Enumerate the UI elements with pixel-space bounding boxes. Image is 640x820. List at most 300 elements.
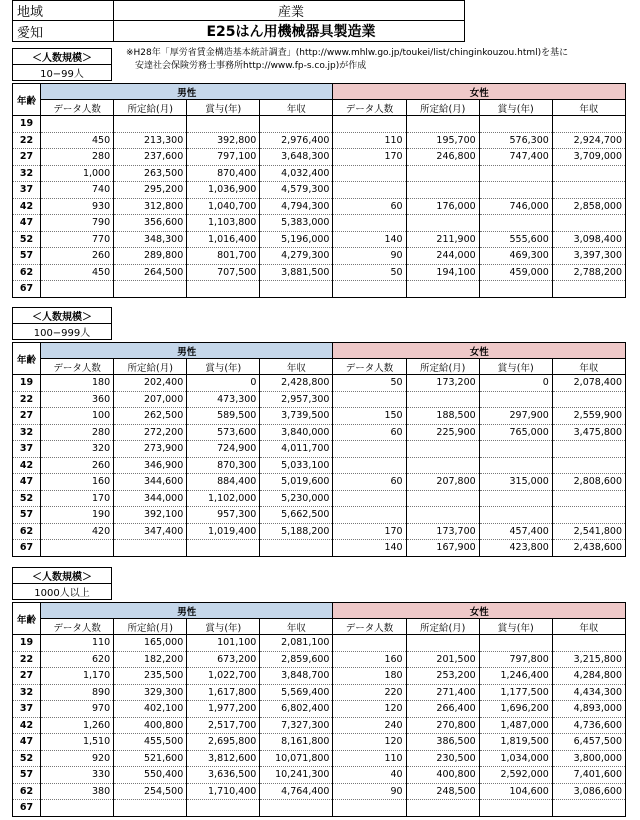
male-cell: 5,019,600 [260,474,333,491]
female-cell [406,441,479,458]
male-cell: 957,300 [187,507,260,524]
female-cell: 2,924,700 [552,132,625,149]
age-header: 年齢 [13,603,41,635]
male-cell: 160 [41,474,114,491]
table-row [13,767,626,784]
table-row [13,523,626,540]
female-cell [333,182,406,199]
male-cell: 272,200 [114,424,187,441]
size-title: ＜人数規模＞ [13,49,112,65]
female-cell: 2,541,800 [552,523,625,540]
male-cell: 589,500 [187,408,260,425]
female-cell [333,635,406,652]
male-cell: 202,400 [114,375,187,392]
size-value: 10−99人 [13,65,112,81]
age-cell: 22 [13,132,41,149]
table-row [13,424,626,441]
female-cell: 4,434,300 [552,684,625,701]
male-cell: 550,400 [114,767,187,784]
column-header-female-bonus: 賞与(年) [479,619,552,635]
table-row [13,540,626,557]
female-cell [479,490,552,507]
wage-table [12,342,626,557]
female-cell: 765,000 [479,424,552,441]
size-title: ＜人数規模＞ [13,568,112,584]
male-cell: 473,300 [187,391,260,408]
male-cell: 5,196,000 [260,231,333,248]
male-cell [114,540,187,557]
female-cell: 3,215,800 [552,651,625,668]
size-box [12,567,112,600]
male-header: 男性 [41,84,333,100]
female-cell: 459,000 [479,264,552,281]
female-cell [333,507,406,524]
male-cell: 450 [41,132,114,149]
male-cell: 1,016,400 [187,231,260,248]
male-cell: 3,812,600 [187,750,260,767]
male-cell: 573,600 [187,424,260,441]
male-cell: 100 [41,408,114,425]
table-row [13,281,626,298]
male-cell [187,540,260,557]
female-cell: 3,800,000 [552,750,625,767]
female-cell: 400,800 [406,767,479,784]
age-cell: 47 [13,215,41,232]
male-cell: 890 [41,684,114,701]
male-cell: 260 [41,457,114,474]
male-cell: 801,700 [187,248,260,265]
table-row [13,684,626,701]
column-header-male-bonus: 賞与(年) [187,359,260,375]
column-header-female-count: データ人数 [333,359,406,375]
male-cell: 920 [41,750,114,767]
male-cell: 1,036,900 [187,182,260,199]
age-cell: 27 [13,149,41,166]
table-row [13,165,626,182]
female-cell [333,457,406,474]
male-cell: 295,200 [114,182,187,199]
female-cell: 110 [333,750,406,767]
male-cell: 213,300 [114,132,187,149]
male-cell [41,116,114,133]
male-cell [260,540,333,557]
male-cell: 3,648,300 [260,149,333,166]
female-cell: 1,034,000 [479,750,552,767]
female-cell: 4,736,600 [552,717,625,734]
female-cell: 1,487,000 [479,717,552,734]
female-cell: 194,100 [406,264,479,281]
male-cell: 5,230,000 [260,490,333,507]
age-cell: 37 [13,182,41,199]
male-cell: 4,032,400 [260,165,333,182]
male-cell: 356,600 [114,215,187,232]
female-cell: 423,800 [479,540,552,557]
female-cell: 7,401,600 [552,767,625,784]
age-cell: 57 [13,767,41,784]
female-cell: 110 [333,132,406,149]
female-cell: 747,400 [479,149,552,166]
female-cell: 2,078,400 [552,375,625,392]
male-cell: 235,500 [114,668,187,685]
male-cell: 280 [41,424,114,441]
female-header: 女性 [333,84,626,100]
male-cell: 3,848,700 [260,668,333,685]
table-row [13,490,626,507]
female-cell: 2,788,200 [552,264,625,281]
female-cell [333,391,406,408]
female-cell: 297,900 [479,408,552,425]
male-cell: 724,900 [187,441,260,458]
female-cell [406,391,479,408]
female-cell [333,165,406,182]
female-cell: 220 [333,684,406,701]
male-cell: 870,300 [187,457,260,474]
male-cell: 2,976,400 [260,132,333,149]
male-cell: 6,802,400 [260,701,333,718]
table-row [13,248,626,265]
column-header-male-annual: 年収 [260,359,333,375]
male-cell: 1,510 [41,734,114,751]
male-cell: 620 [41,651,114,668]
female-cell: 104,600 [479,783,552,800]
female-cell: 176,000 [406,198,479,215]
age-cell: 27 [13,668,41,685]
table-row [13,408,626,425]
size-section-3 [12,567,626,817]
region-value: 愛知 [13,21,114,42]
table-row [13,231,626,248]
male-cell: 10,241,300 [260,767,333,784]
male-cell: 1,103,800 [187,215,260,232]
table-row [13,717,626,734]
female-cell: 60 [333,424,406,441]
female-cell: 150 [333,408,406,425]
female-cell: 50 [333,375,406,392]
male-cell: 2,517,700 [187,717,260,734]
female-cell [552,507,625,524]
male-cell: 740 [41,182,114,199]
table-row [13,457,626,474]
male-cell: 348,300 [114,231,187,248]
female-cell: 270,800 [406,717,479,734]
female-cell: 201,500 [406,651,479,668]
male-cell: 329,300 [114,684,187,701]
column-header-male-bonus: 賞与(年) [187,100,260,116]
male-cell: 1,170 [41,668,114,685]
female-cell: 2,592,000 [479,767,552,784]
age-cell: 32 [13,165,41,182]
male-cell: 3,840,000 [260,424,333,441]
column-header-female-annual: 年収 [552,359,625,375]
male-cell: 707,500 [187,264,260,281]
male-cell: 1,102,000 [187,490,260,507]
column-header-male-salary: 所定給(月) [114,100,187,116]
age-cell: 27 [13,408,41,425]
size-value: 100−999人 [13,324,112,340]
female-cell [552,800,625,817]
male-cell [41,281,114,298]
female-cell [552,441,625,458]
table-row [13,116,626,133]
female-cell [406,457,479,474]
male-cell [187,281,260,298]
age-cell: 42 [13,717,41,734]
male-cell: 420 [41,523,114,540]
age-cell: 19 [13,375,41,392]
male-cell [260,800,333,817]
male-cell: 1,040,700 [187,198,260,215]
female-cell: 225,900 [406,424,479,441]
age-cell: 37 [13,701,41,718]
male-cell: 254,500 [114,783,187,800]
female-cell: 2,438,600 [552,540,625,557]
male-cell [260,281,333,298]
male-cell: 289,800 [114,248,187,265]
male-cell: 2,859,600 [260,651,333,668]
female-cell [479,800,552,817]
male-cell: 4,579,300 [260,182,333,199]
female-cell [552,182,625,199]
male-cell [114,281,187,298]
male-cell: 180 [41,375,114,392]
column-header-male-count: データ人数 [41,619,114,635]
female-cell [552,391,625,408]
female-cell: 576,300 [479,132,552,149]
male-cell: 1,000 [41,165,114,182]
female-cell [552,635,625,652]
female-cell: 3,709,000 [552,149,625,166]
age-cell: 37 [13,441,41,458]
size-section-1 [12,48,626,298]
male-cell: 1,019,400 [187,523,260,540]
female-cell: 170 [333,523,406,540]
female-cell: 40 [333,767,406,784]
female-cell [333,116,406,133]
male-cell [114,116,187,133]
male-header: 男性 [41,603,333,619]
female-cell: 211,900 [406,231,479,248]
age-header: 年齢 [13,84,41,116]
male-cell [187,800,260,817]
female-header: 女性 [333,603,626,619]
male-cell [41,800,114,817]
female-cell [479,635,552,652]
female-cell: 2,858,000 [552,198,625,215]
male-cell: 380 [41,783,114,800]
female-cell: 6,457,500 [552,734,625,751]
male-cell: 262,500 [114,408,187,425]
size-box [12,307,112,340]
male-cell: 5,383,000 [260,215,333,232]
age-cell: 47 [13,734,41,751]
age-header: 年齢 [13,343,41,375]
female-cell: 180 [333,668,406,685]
female-cell [479,116,552,133]
male-cell: 3,881,500 [260,264,333,281]
female-cell: 173,200 [406,375,479,392]
table-row [13,149,626,166]
age-cell: 62 [13,783,41,800]
male-cell: 521,600 [114,750,187,767]
female-cell: 60 [333,474,406,491]
female-cell: 3,086,600 [552,783,625,800]
male-cell: 260 [41,248,114,265]
female-cell: 230,500 [406,750,479,767]
female-cell: 207,800 [406,474,479,491]
table-row [13,264,626,281]
table-row [13,668,626,685]
male-cell: 450 [41,264,114,281]
age-cell: 22 [13,651,41,668]
male-cell: 330 [41,767,114,784]
male-cell: 930 [41,198,114,215]
age-cell: 62 [13,264,41,281]
male-cell: 392,800 [187,132,260,149]
male-cell: 4,764,400 [260,783,333,800]
female-cell: 50 [333,264,406,281]
male-cell: 1,260 [41,717,114,734]
female-cell: 266,400 [406,701,479,718]
female-cell [406,215,479,232]
female-cell [552,281,625,298]
female-cell: 386,500 [406,734,479,751]
male-cell [41,540,114,557]
female-cell: 195,700 [406,132,479,149]
female-cell [479,215,552,232]
table-row [13,750,626,767]
female-cell: 244,000 [406,248,479,265]
female-cell [333,281,406,298]
male-cell: 5,662,500 [260,507,333,524]
age-cell: 57 [13,248,41,265]
female-cell [479,182,552,199]
female-cell [406,281,479,298]
column-header-male-annual: 年収 [260,100,333,116]
female-cell [479,507,552,524]
table-row [13,132,626,149]
size-title: ＜人数規模＞ [13,308,112,324]
female-cell: 3,098,400 [552,231,625,248]
male-cell: 110 [41,635,114,652]
female-cell: 140 [333,540,406,557]
male-cell: 2,428,800 [260,375,333,392]
male-cell: 770 [41,231,114,248]
column-header-female-count: データ人数 [333,619,406,635]
female-cell: 4,284,800 [552,668,625,685]
female-cell: 120 [333,734,406,751]
column-header-female-annual: 年収 [552,619,625,635]
female-cell [333,800,406,817]
male-cell: 207,000 [114,391,187,408]
female-cell: 271,400 [406,684,479,701]
industry-value: E25はん用機械器具製造業 [114,21,465,42]
male-cell: 4,794,300 [260,198,333,215]
female-cell: 3,397,300 [552,248,625,265]
column-header-female-bonus: 賞与(年) [479,100,552,116]
table-row [13,507,626,524]
column-header-male-salary: 所定給(月) [114,619,187,635]
source-note-line1: ※H28年「厚労省賃金構造基本統計調査」(http://www.mhlw.go.jp/toukei/list/chinginkouzou.html)を基に [126,48,569,58]
age-cell: 22 [13,391,41,408]
table-row [13,800,626,817]
male-cell: 1,977,200 [187,701,260,718]
table-row [13,391,626,408]
female-cell: 240 [333,717,406,734]
male-cell: 320 [41,441,114,458]
age-cell: 52 [13,490,41,507]
age-cell: 52 [13,750,41,767]
source-note-line2: 安達社会保険労務士事務所http://www.fp-s.co.jp)が作成 [126,61,367,71]
female-cell: 188,500 [406,408,479,425]
female-cell: 90 [333,248,406,265]
male-cell: 1,617,800 [187,684,260,701]
male-cell: 400,800 [114,717,187,734]
age-cell: 42 [13,457,41,474]
male-cell: 455,500 [114,734,187,751]
column-header-female-salary: 所定給(月) [406,359,479,375]
female-cell: 248,500 [406,783,479,800]
age-cell: 32 [13,684,41,701]
male-cell: 7,327,300 [260,717,333,734]
female-cell: 60 [333,198,406,215]
male-cell [187,116,260,133]
age-cell: 47 [13,474,41,491]
female-cell: 167,900 [406,540,479,557]
female-cell: 1,246,400 [479,668,552,685]
age-cell: 67 [13,540,41,557]
male-cell: 344,000 [114,490,187,507]
female-cell [406,800,479,817]
male-cell: 392,100 [114,507,187,524]
age-cell: 67 [13,281,41,298]
male-cell: 101,100 [187,635,260,652]
table-row [13,474,626,491]
female-cell [406,116,479,133]
male-cell: 402,100 [114,701,187,718]
female-cell: 3,475,800 [552,424,625,441]
male-cell: 170 [41,490,114,507]
column-header-male-bonus: 賞与(年) [187,619,260,635]
female-cell: 173,700 [406,523,479,540]
female-cell: 469,300 [479,248,552,265]
male-cell: 237,600 [114,149,187,166]
male-cell: 4,011,700 [260,441,333,458]
male-cell [114,800,187,817]
age-cell: 19 [13,116,41,133]
male-cell: 312,800 [114,198,187,215]
wage-table [12,83,626,298]
male-cell: 2,957,300 [260,391,333,408]
female-cell: 90 [333,783,406,800]
female-cell [479,457,552,474]
header-table [12,0,465,42]
male-cell: 4,279,300 [260,248,333,265]
male-cell: 3,636,500 [187,767,260,784]
male-cell: 5,569,400 [260,684,333,701]
male-cell: 10,071,800 [260,750,333,767]
female-cell: 140 [333,231,406,248]
industry-label: 産業 [114,1,465,21]
age-cell: 32 [13,424,41,441]
column-header-male-count: データ人数 [41,100,114,116]
female-cell [406,490,479,507]
table-row [13,635,626,652]
female-header: 女性 [333,343,626,359]
table-row [13,651,626,668]
male-cell: 5,188,200 [260,523,333,540]
female-cell: 315,000 [479,474,552,491]
female-cell [479,281,552,298]
